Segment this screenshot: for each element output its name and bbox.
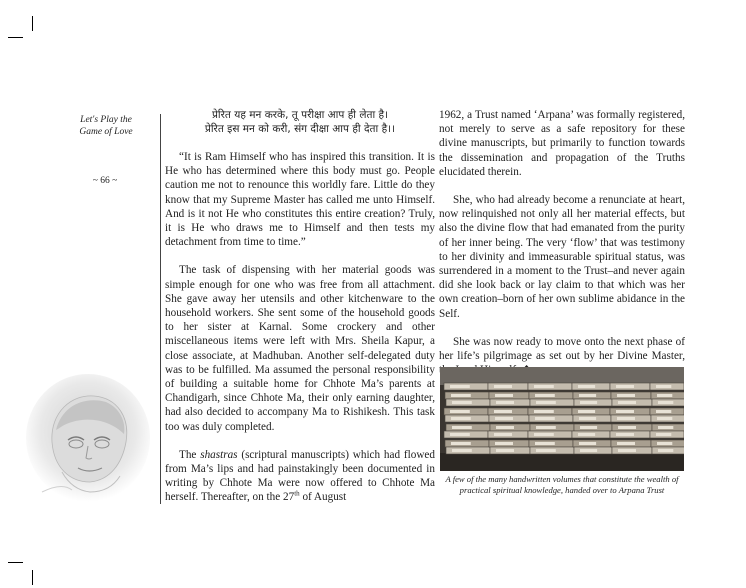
- running-title-line1: Let's Play the: [80, 115, 132, 125]
- volume-label: [616, 385, 634, 388]
- volume-label: [656, 433, 671, 436]
- volume-label: [656, 385, 671, 388]
- manuscripts-photo: [440, 367, 684, 471]
- volume-label: [657, 417, 672, 420]
- p3-mid: (scriptural manuscripts) which had flowed from Ma’s lips and had painstakingly been documented in writing by Chhote Ma were now offered to Chhote Ma herself. Thereafter, on the 27: [165, 448, 435, 504]
- volume-label: [656, 410, 671, 413]
- crop-mark-top-left-v: [32, 16, 33, 31]
- volume-label: [617, 417, 635, 420]
- paragraph-shastras: [165, 448, 435, 505]
- volume-label: [450, 385, 470, 388]
- left-text-column: [165, 108, 435, 505]
- volume-label: [617, 394, 635, 397]
- volume-label: [580, 401, 597, 404]
- paragraph-trust: 1962, a Trust named ‘Arpana’ was formally registered, not merely to serve as a safe repository for these divine manuscripts, but primarily to function towards the dissemination and propagation of the Truths elucidated therein.: [439, 109, 685, 178]
- volume-label: [496, 401, 514, 404]
- volume-label: [535, 442, 555, 445]
- volume-label: [496, 426, 514, 429]
- volume-label: [534, 385, 554, 388]
- running-title-line2: Game of Love: [79, 127, 133, 137]
- volume-label: [452, 426, 472, 429]
- crop-mark-bottom-left-v: [32, 570, 33, 585]
- paragraph-renunciate: She, who had already become a renunciate at heart, now relinquished not only all her material effects, but also the divine flow that had emanated from the purity of her inner being. The very ‘flow’ that was testimony to her divinity and immeasurable spiritual status, was surrendered in a moment to the Trust–and never again did she look back or lay claim to that which was her own creation–born of her own sublime abidance in the Self.: [439, 194, 685, 320]
- volume-label: [579, 394, 596, 397]
- volume-label: [578, 410, 595, 413]
- volume-label: [580, 426, 597, 429]
- volume-label: [580, 449, 597, 452]
- sidebar-divider: [160, 114, 161, 504]
- hindi-epigraph: [165, 108, 435, 136]
- ordinal-suffix: th: [294, 489, 300, 498]
- volume-label: [452, 401, 472, 404]
- caption-line2: practical spiritual knowledge, handed over to Arpana Trust: [459, 484, 665, 495]
- volume-label: [535, 417, 555, 420]
- volume-label: [450, 410, 470, 413]
- paragraph-material-goods: The task of dispensing with her material goods was simple enough for one who was free from all attachment. She gave away her utensils and other kitchenware to the household workers. She sent some of the household goods to her sister at Karnal. Some crockery and other miscellaneous items were left with Mrs. Sheila Kapur, a close associate, at Madhuban. Another self-delegated duty was to be fulfilled. Ma assumed the personal responsibility of building a suitable home for Chhote Ma’s parents at Chandigarh, since Chhote Ma, their only earning daughter, had also decided to accompany Ma to Rishikesh. This task too was duly completed.: [165, 264, 435, 433]
- volume-label: [534, 433, 554, 436]
- volume-label: [578, 433, 595, 436]
- volume-label: [534, 410, 554, 413]
- volume-label: [451, 417, 471, 420]
- volume-label: [536, 426, 556, 429]
- p3-pre: The: [179, 448, 201, 461]
- volume-label: [616, 410, 634, 413]
- volume-label: [657, 394, 672, 397]
- volume-label: [658, 449, 673, 452]
- volume-label: [496, 449, 514, 452]
- running-title: [70, 114, 142, 138]
- volume-label: [452, 449, 472, 452]
- volume-label: [618, 426, 636, 429]
- epigraph-line1: प्रेरित यह मन करके, तू परीक्षा आप ही लेता है।: [211, 109, 389, 121]
- paragraph-quote: “It is Ram Himself who has inspired this transition. It is He who has determined where this body must go. People caution me not to renounce this worldly fare. Little do they know that my Supreme Master has called me unto Himself. And is it not He who constitutes this entire creation? Truly, it is He who draws me to Himself and then tests my detachment from time to time.”: [165, 151, 435, 249]
- volume-label: [579, 417, 596, 420]
- crop-mark-top-left-h: [8, 37, 23, 38]
- volume-label: [494, 410, 512, 413]
- volume-label: [450, 433, 470, 436]
- photo-caption: [440, 474, 684, 495]
- volume-label: [657, 442, 672, 445]
- volume-label: [494, 433, 512, 436]
- volume-label: [451, 442, 471, 445]
- volume-label: [536, 449, 556, 452]
- right-text-column: [439, 108, 685, 377]
- volume-label: [536, 401, 556, 404]
- caption-line1: A few of the many handwritten volumes that constitute the wealth of: [445, 474, 679, 484]
- volume-label: [658, 426, 673, 429]
- volume-label: [494, 385, 512, 388]
- volume-label: [535, 394, 555, 397]
- volume-label: [658, 401, 673, 404]
- crop-mark-bottom-left-h: [8, 562, 23, 563]
- volume-label: [495, 417, 513, 420]
- volume-label: [616, 433, 634, 436]
- epigraph-line2: प्रेरित इस मन को करी, संग दीक्षा आप ही देता है।।: [204, 123, 396, 135]
- term-shastras: shastras: [200, 448, 238, 461]
- volume-label: [618, 401, 636, 404]
- portrait-sketch: [22, 372, 152, 504]
- p3-post: of August: [299, 491, 347, 504]
- volume-label: [579, 442, 596, 445]
- volume-label: [618, 449, 636, 452]
- volume-label: [495, 394, 513, 397]
- volume-label: [451, 394, 471, 397]
- volume-label: [495, 442, 513, 445]
- volume-label: [617, 442, 635, 445]
- volume-label: [578, 385, 595, 388]
- page-number: ~ 66 ~: [92, 176, 118, 186]
- paragraph-next-phase: She was now ready to move onto the next phase of her life’s pilgrimage as set out by her Divine Master,: [439, 335, 685, 363]
